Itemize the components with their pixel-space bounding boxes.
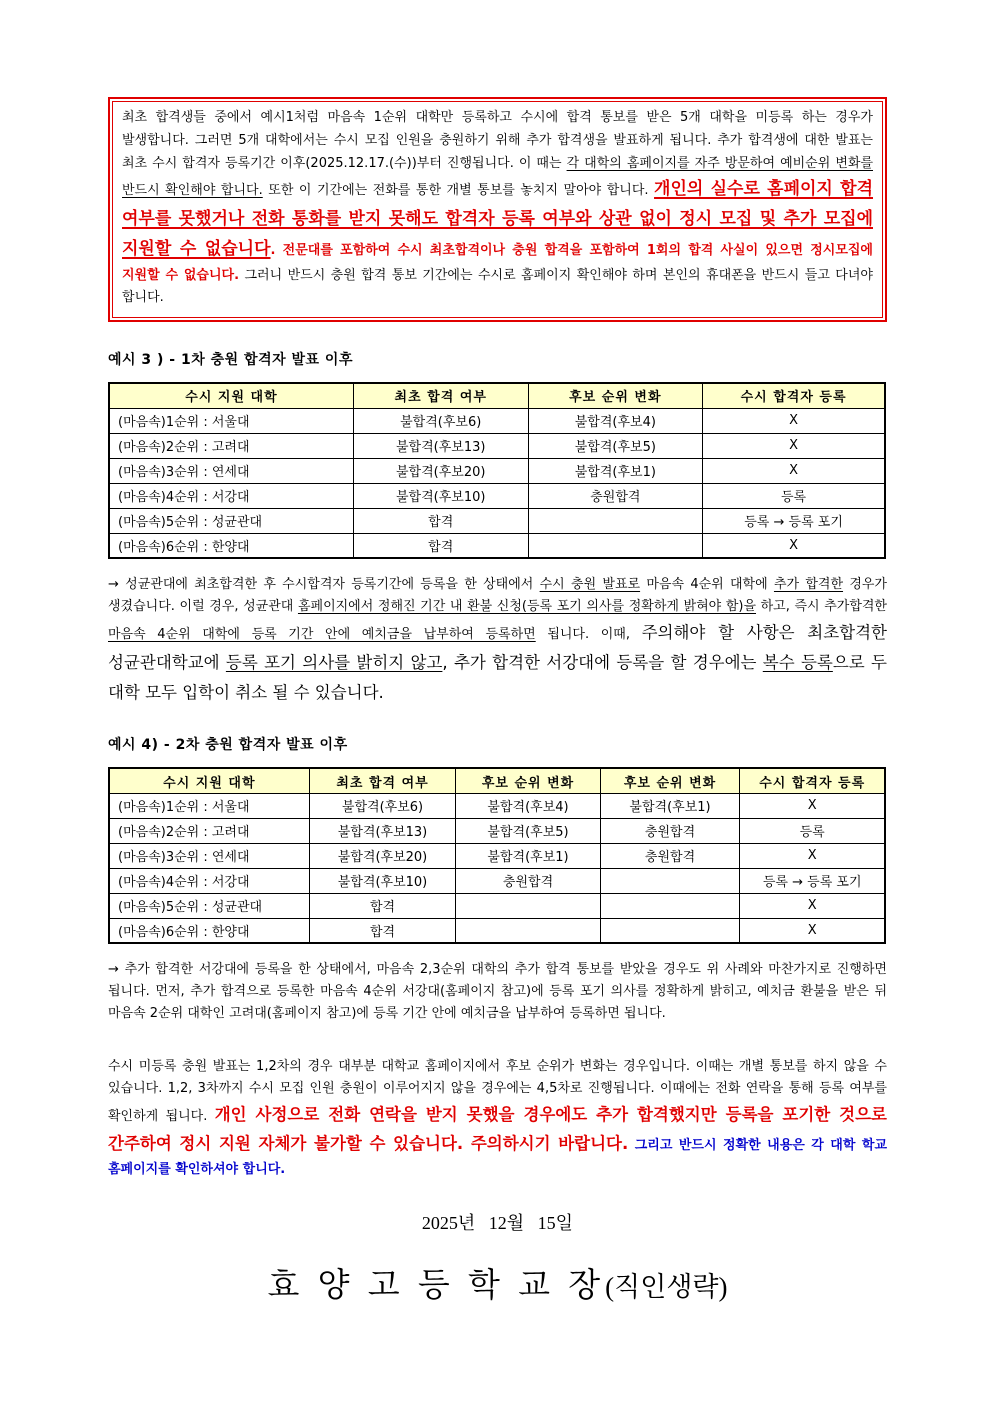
table-row: [109, 818, 885, 843]
table-cell: 불합격(후보10): [353, 483, 528, 508]
table-cell: 불합격(후보4): [528, 408, 703, 433]
column-header: 수시 합격자 등록: [740, 768, 885, 793]
table-cell: 불합격(후보6): [309, 793, 456, 818]
table-cell: 불합격(후보13): [353, 433, 528, 458]
table-cell: (마음속)3순위 : 연세대: [109, 458, 353, 483]
table-cell: 불합격(후보1): [456, 843, 600, 868]
example3-explanation: [108, 574, 887, 707]
table-cell: 합격: [353, 533, 528, 558]
text-segment: 또한 이 기간에는 전화를 통한 개별 통보를 놓치지 말아야 합니다.: [262, 183, 655, 199]
table-row: [109, 458, 885, 483]
table-cell: (마음속)6순위 : 한양대: [109, 533, 353, 558]
text-segment: , 추가 합격한 서강대에 등록을 할 경우에는: [442, 652, 763, 672]
signature-principal: 효 양 고 등 학 교 장: [267, 1268, 606, 1305]
signature-line: [108, 1259, 887, 1306]
table-cell: 충원합격: [528, 483, 703, 508]
table-cell: 등록 → 등록 포기: [740, 868, 885, 893]
text-segment: 등록 포기 의사를 밝히지 않고: [225, 652, 443, 672]
table-cell: 합격: [309, 893, 456, 918]
table-cell: 불합격(후보20): [353, 458, 528, 483]
text-segment: 됩니다. 이때,: [535, 627, 642, 643]
table-cell: X: [740, 793, 885, 818]
text-segment: 마음속 4순위 대학에 등록 기간 안에 예치금을 납부하여 등록하면: [108, 627, 536, 643]
table-cell: X: [703, 458, 885, 483]
table-cell: (마음속)2순위 : 고려대: [109, 433, 353, 458]
text-segment: 하고, 즉시 추가합격한: [756, 599, 887, 615]
table-cell: 등록: [740, 818, 885, 843]
table-cell: 불합격(후보1): [600, 793, 740, 818]
table-row: [109, 918, 885, 943]
column-header: 수시 지원 대학: [109, 768, 309, 793]
table-row: [109, 868, 885, 893]
table-cell: (마음속)4순위 : 서강대: [109, 483, 353, 508]
table-cell: [456, 893, 600, 918]
table-cell: 불합격(후보20): [309, 843, 456, 868]
table-row: [109, 408, 885, 433]
text-segment: 주의해야 할 사항은 최초합격한 성균관대학교에: [108, 623, 887, 672]
table-cell: (마음속)1순위 : 서울대: [109, 408, 353, 433]
column-header: 수시 지원 대학: [109, 383, 353, 408]
table-cell: (마음속)6순위 : 한양대: [109, 918, 309, 943]
table-cell: [600, 893, 740, 918]
table-cell: [456, 918, 600, 943]
text-segment: 경우가 생겼습니다. 이럴 경우, 성균관대: [108, 577, 887, 615]
table-cell: 불합격(후보10): [309, 868, 456, 893]
column-header: 후보 순위 변화: [600, 768, 740, 793]
table-cell: X: [740, 843, 885, 868]
table-cell: (마음속)1순위 : 서울대: [109, 793, 309, 818]
signature-seal-omitted: (직인생략): [605, 1272, 728, 1303]
text-segment: . 전문대를 포함하여 수시 최초합격이나 충원 합격을 포함하여 1회의 합격 사실이 있으면 정시모집에 지원할 수 없습니다.: [122, 242, 873, 283]
table-cell: [600, 868, 740, 893]
text-segment: 복수 등록: [762, 652, 833, 672]
table-cell: 합격: [309, 918, 456, 943]
example4-explanation: [108, 959, 887, 1025]
text-segment: 각 대학의 홈페이지를 자주 방문하여 예비순위 변화를 반드시 확인해야 합니다.: [122, 155, 873, 199]
table-row: [109, 793, 885, 818]
table-cell: X: [703, 408, 885, 433]
column-header: 후보 순위 변화: [528, 383, 703, 408]
table-cell: [600, 918, 740, 943]
table-cell: 불합격(후보6): [353, 408, 528, 433]
table-cell: [528, 533, 703, 558]
column-header: 최초 합격 여부: [353, 383, 528, 408]
table-row: [109, 433, 885, 458]
table-cell: 충원합격: [600, 843, 740, 868]
table-header-row: [109, 383, 885, 408]
table-row: [109, 533, 885, 558]
table-cell: 등록 → 등록 포기: [703, 508, 885, 533]
closing-paragraph: [108, 1056, 887, 1182]
table-cell: X: [703, 533, 885, 558]
table-row: [109, 843, 885, 868]
table-cell: (마음속)5순위 : 성균관대: [109, 893, 309, 918]
text-segment: 수시 충원 발표로: [539, 577, 641, 592]
notice-box: [108, 97, 887, 322]
example4-heading: 예시 4) - 2차 충원 합격자 발표 이후: [108, 737, 348, 754]
table-cell: (마음속)3순위 : 연세대: [109, 843, 309, 868]
table-cell: X: [740, 893, 885, 918]
table-header-row: [109, 768, 885, 793]
text-segment: → 추가 합격한 서강대에 등록을 한 상태에서, 마음속 2,3순위 대학의 추가 합격 통보를 받았을 경우도 위 사례와 마찬가지로 진행하면 됩니다. 먼저, 추가 합격으로 등록한 마음속 4순위 서강대(홈페이지 참고)에 등록 포기 의사를 정확하게 밝히고, 예치금 환불을 받은 뒤 마음속 2순위 대학인 고려대(홈페이지 참고)에 등록 기간 안에 예치금을 납부하여 등록하면 됩니다.: [108, 962, 887, 1022]
table-cell: 등록: [703, 483, 885, 508]
text-segment: 그리고 반드시 정확한 내용은 각 대학 학교 홈페이지를 확인하셔야 합니다.: [108, 1138, 887, 1178]
text-segment: 개인 사정으로 전화 연락을 받지 못했을 경우에도 추가 합격했지만 등록을 포기한 것으로 간주하여 정시 지원 자체가 불가할 수 있습니다. 주의하시기 바랍니다.: [108, 1104, 887, 1154]
notice-box-inner: [112, 101, 883, 318]
text-segment: → 성균관대에 최초합격한 후 수시합격자 등록기간에 등록을 한 상태에서: [108, 577, 540, 592]
table-cell: 불합격(후보1): [528, 458, 703, 483]
table-cell: 충원합격: [456, 868, 600, 893]
date-line: 2025년 12월 15일: [421, 1213, 574, 1234]
text-segment: 최초 합격생들 중에서 예시1처럼 마음속 1순위 대학만 등록하고 수시에 합격 통보를 받은 5개 대학을 미등록 하는 경우가 발생합니다. 그러면 5개 대학에서는 수시 모집 인원을 충원하기 위해 추가 합격생을 발표하게 됩니다. 추가 합격생에 대한 발표는 최초 수시 합격자 등록기간 이후(2025.12.17.(수))부터 진행됩니다. 이 때는: [122, 110, 873, 171]
column-header: 최초 합격 여부: [309, 768, 456, 793]
example3-table: [108, 382, 886, 559]
text-segment: 그러니 반드시 충원 합격 통보 기간에는 수시로 홈페이지 확인해야 하며 본인의 휴대폰을 반드시 들고 다녀야 합니다.: [122, 267, 873, 306]
text-segment: 수시 미등록 충원 발표는 1,2차의 경우 대부분 대학교 홈페이지에서 후보 순위가 변화는 경우입니다. 이때는 개별 통보를 하지 않을 수 있습니다. 1,2, 3차까지 수시 모집 인원 충원이 이루어지지 않을 경우에는 4,5차로 진행됩니다. 이때에는 전화 연락을 통해 등록 여부를 확인하게 됩니다.: [108, 1058, 887, 1124]
table-cell: (마음속)2순위 : 고려대: [109, 818, 309, 843]
text-segment: 개인의 실수로 홈페이지 합격 여부를 못했거나 전화 통화를 받지 못해도 합격자 등록 여부와 상관 없이 정시 모집 및 추가 모집에 지원할 수 없습니다: [122, 179, 873, 259]
table-cell: 합격: [353, 508, 528, 533]
column-header: 수시 합격자 등록: [703, 383, 885, 408]
table-row: [109, 483, 885, 508]
table-row: [109, 893, 885, 918]
column-header: 후보 순위 변화: [456, 768, 600, 793]
example3-heading: 예시 3 ) - 1차 충원 합격자 발표 이후: [108, 352, 353, 368]
table-cell: X: [703, 433, 885, 458]
table-cell: (마음속)4순위 : 서강대: [109, 868, 309, 893]
table-cell: [528, 508, 703, 533]
table-cell: 불합격(후보4): [456, 793, 600, 818]
table-cell: 불합격(후보5): [456, 818, 600, 843]
table-cell: (마음속)5순위 : 성균관대: [109, 508, 353, 533]
example4-table: [108, 767, 886, 944]
table-cell: 불합격(후보5): [528, 433, 703, 458]
table-cell: X: [740, 918, 885, 943]
text-segment: 홈페이지에서 정해진 기간 내 환불 신청(등록 포기 의사를 정확하게 밝혀야 함)을: [297, 599, 757, 615]
text-segment: 마음속 4순위 대학에: [640, 577, 774, 592]
notice-text: [122, 107, 873, 310]
text-segment: 추가 합격한: [773, 577, 844, 592]
table-cell: 불합격(후보13): [309, 818, 456, 843]
table-cell: 충원합격: [600, 818, 740, 843]
text-segment: 으로 두 대학 모두 입학이 취소 될 수 있습니다.: [108, 652, 887, 702]
table-row: [109, 508, 885, 533]
